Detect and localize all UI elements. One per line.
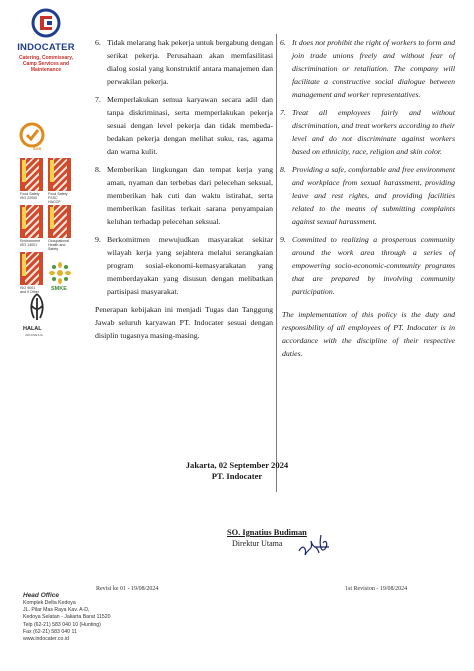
item-text: Memperlakukan semua karyawan secara adil dan tanpa diskriminasi, serta memperlakukan pekerja sesuai dengan level pekerja dan tidak membeda-bedakan pekerja dengan melihat suku, ras, agama dan warna kulit. xyxy=(107,95,273,156)
policy-item xyxy=(95,163,273,228)
sirikit-award-icon xyxy=(48,262,72,284)
brand-tagline: Catering, Commissary, Camp Services and Maintenance xyxy=(18,55,74,73)
halal-label: HALAL xyxy=(23,326,42,332)
cert-caption: Food Safety ISO 22000 xyxy=(20,192,40,201)
signer-title: Direktur Utama xyxy=(232,539,283,548)
address-line: JL. Pilar Mas Raya Kav. A-D, xyxy=(23,607,90,614)
handwritten-signature xyxy=(295,529,333,559)
item-number: 6. xyxy=(280,38,286,47)
sidebar xyxy=(0,0,92,585)
sirikit-label: SMKE xyxy=(51,286,67,292)
closing-paragraph: Penerapan kebijakan ini menjadi Tugas dan Tanggung Jawab seluruh karyawan PT. Indocater sesuai dengan disiplin tugasnya masing-masing. xyxy=(95,305,273,340)
company-name: PT. Indocater xyxy=(211,471,263,481)
address-line: Kedoya Selatan - Jakarta Barat 11520 xyxy=(23,614,111,621)
closing-paragraph: The implementation of this policy is the duty and responsibility of all employees of PT. Indocater is in accordance with the discipline of their respective duties. xyxy=(282,310,455,358)
halal-icon xyxy=(26,292,48,324)
item-text: Providing a safe, comfortable and free environment and workplace from sexual harassment, providing leave and rest rights, and providing facilities related to the means of submitting complaints against sexual harassment. xyxy=(292,165,455,226)
cert-badge-occupational-health xyxy=(48,205,71,238)
cert-badge-food-safety-iso xyxy=(20,158,43,191)
head-office-address xyxy=(23,592,111,643)
signer-name: SO. Ignatius Budiman xyxy=(227,528,307,537)
brand-name: INDOCATER xyxy=(17,42,75,53)
policy-item xyxy=(280,36,455,101)
sgs-label: SGS xyxy=(33,146,42,151)
item-number: 7. xyxy=(280,108,286,117)
item-text: Memberikan lingkungan dan tempat kerja yang aman, nyaman dan terbebas dari pelecehan seksual, memberikan hak cuti dan waktu istirahat, serta memberikan fasilitas terkait sarana penyampaian keluhan terhadap pelecehan seksual. xyxy=(107,165,273,226)
item-number: 7. xyxy=(95,95,101,104)
item-text: Committed to realizing a prosperous community around the work area through a series of empowering socio-economic-community programs that are prepared by involving community participation. xyxy=(292,235,455,296)
policy-item xyxy=(95,36,273,88)
policy-item xyxy=(280,163,455,228)
item-number: 8. xyxy=(280,165,286,174)
policy-item xyxy=(280,233,455,298)
policy-item xyxy=(95,93,273,158)
policy-item xyxy=(280,106,455,158)
cert-caption: ISO 9001 and 9 Other xyxy=(20,286,39,295)
cert-badge-environment xyxy=(20,205,43,238)
place-and-date: Jakarta, 02 September 2024 xyxy=(185,460,289,470)
address-line: Komplek Delta Kedoya xyxy=(23,600,76,606)
item-text: Treat all employees fairly and without discrimination, and treat workers according to their level and do not discriminate against workers based on ethnicity, race, religion and skin color. xyxy=(292,108,455,156)
revision-indonesian: Revisi ke 01 - 19/08/2024 xyxy=(96,586,159,592)
halal-country: INDONESIA xyxy=(25,333,44,337)
cert-caption: Occupational Health and Safety xyxy=(48,239,69,252)
item-number: 6. xyxy=(95,38,101,47)
item-text: It does not prohibit the right of workers to form and join trade unions freely and without fear of discrimination or retaliation. The company will facilitate a constructive social dialogue between management and worker representatives. xyxy=(292,38,455,99)
revision-english: 1st Revision - 19/08/2024 xyxy=(345,586,408,592)
item-number: 9. xyxy=(280,235,286,244)
indocater-logo-icon xyxy=(31,8,61,38)
policy-item xyxy=(95,233,273,298)
item-number: 9. xyxy=(95,235,101,244)
cert-caption: Environment ISO 14001 xyxy=(20,239,41,248)
item-text: Berkomitmen mewujudkan masyarakat sekitar wilayah kerja yang sejahtera melalui serangkaian program sosial-ekonomi-kemasyarakatan yang memberdayakan yang disusun dengan melibatkan partisipasi masyarakat. xyxy=(107,235,273,296)
policy-column-english xyxy=(280,36,455,360)
website-link[interactable]: www.indocater.co.id xyxy=(23,636,69,643)
fax-line: Fax (62-21) 583 040 11 xyxy=(23,628,77,635)
cert-badge-food-safety-fssc xyxy=(48,158,71,191)
phone-line: Telp (62-21) 583 040 10 (Hunting) xyxy=(23,621,101,628)
cert-badge-iso-9001 xyxy=(20,252,43,285)
head-office-heading: Head Office xyxy=(23,592,60,599)
item-number: 8. xyxy=(95,165,101,174)
policy-column-indonesian xyxy=(95,36,273,342)
column-divider xyxy=(276,34,277,492)
cert-caption: Food Safety FSSC HACCP xyxy=(48,192,68,205)
item-text: Tidak melarang hak pekerja untuk bergabung dengan serikat pekerja. Perusahaan akan memfasilitasi dialog sosial yang konstruktif antara manajemen dan perwakilan pekerja. xyxy=(107,38,273,86)
